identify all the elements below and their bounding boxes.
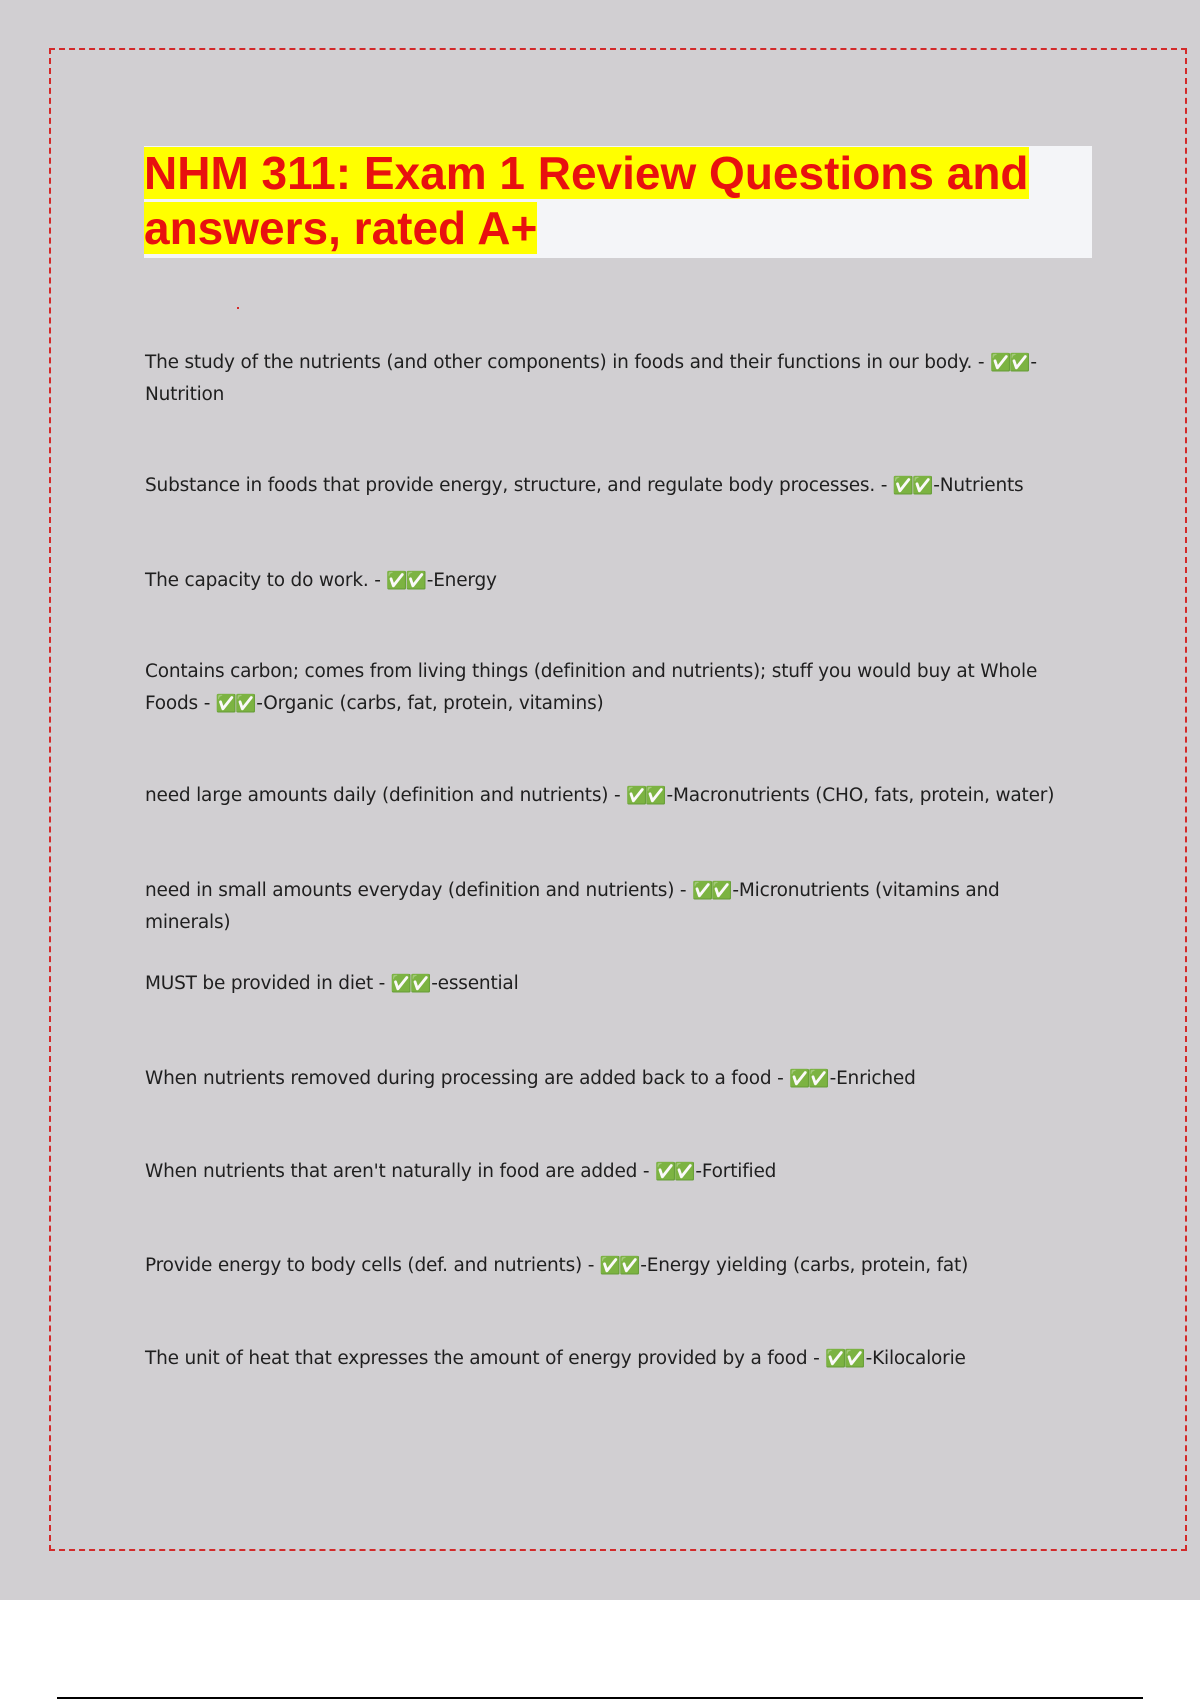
qa-item-3: The capacity to do work. - ✅✅ -Energy	[145, 570, 497, 591]
qa-item-1: The study of the nutrients (and other components) in foods and their functions in our body. - ✅✅ - Nutrition	[145, 352, 1037, 405]
qa-item-9: When nutrients that aren't naturally in food are added - ✅✅ -Fortified	[145, 1161, 777, 1182]
double-checkmark-icon: ✅✅	[692, 881, 731, 901]
answer-text: Nutrition	[145, 384, 225, 405]
answer-text: Fortified	[701, 1161, 777, 1182]
question-text: When nutrients removed during processing are added back to a food	[145, 1068, 772, 1089]
stray-mark	[237, 307, 239, 309]
question-text: The capacity to do work.	[145, 570, 369, 591]
qa-item-4: Contains carbon; comes from living things (definition and nutrients); stuff you would buy at Whole Foods - ✅✅ -Organic (carbs, fat, protein, vitamins)	[145, 661, 1038, 714]
answer-text: Micronutrients (vitamins and minerals)	[145, 880, 1000, 933]
double-checkmark-icon: ✅✅	[215, 694, 255, 714]
qa-item-8: When nutrients removed during processing are added back to a food - ✅✅ -Enriched	[145, 1068, 916, 1089]
question-text: MUST be provided in diet	[145, 973, 373, 994]
title-line-1: NHM 311: Exam 1 Review Questions and	[144, 147, 1029, 199]
next-page-top-rule	[57, 1697, 1143, 1699]
question-text: Substance in foods that provide energy, structure, and regulate body processes.	[145, 475, 876, 496]
double-checkmark-icon: ✅✅	[892, 476, 932, 496]
double-checkmark-icon: ✅✅	[655, 1162, 694, 1182]
double-checkmark-icon: ✅✅	[626, 786, 665, 806]
double-checkmark-icon: ✅✅	[390, 974, 430, 994]
qa-item-2: Substance in foods that provide energy, structure, and regulate body processes. - ✅✅ -Nutrients	[145, 475, 1024, 496]
answer-text: Enriched	[836, 1068, 916, 1089]
double-checkmark-icon: ✅✅	[990, 353, 1029, 373]
answer-text: Energy	[433, 570, 497, 591]
double-checkmark-icon: ✅✅	[825, 1349, 864, 1369]
qa-item-7: MUST be provided in diet - ✅✅ -essential	[145, 973, 519, 994]
question-text: need in small amounts everyday (definition and nutrients)	[145, 880, 675, 901]
double-checkmark-icon: ✅✅	[386, 571, 425, 591]
double-checkmark-icon: ✅✅	[789, 1069, 828, 1089]
answer-text: Organic (carbs, fat, protein, vitamins)	[263, 693, 604, 714]
title-line-2: answers, rated A+	[144, 202, 538, 254]
answer-text: Energy yielding (carbs, protein, fat)	[646, 1255, 969, 1276]
question-text: Provide energy to body cells (def. and nutrients)	[145, 1255, 583, 1276]
qa-item-6: need in small amounts everyday (definition and nutrients) - ✅✅ -Micronutrients (vitamins and minerals)	[145, 880, 1000, 933]
answer-text: Nutrients	[939, 475, 1024, 496]
answer-text: Kilocalorie	[872, 1348, 966, 1369]
answer-text: Macronutrients (CHO, fats, protein, water)	[672, 785, 1055, 806]
qa-item-11: The unit of heat that expresses the amount of energy provided by a food - ✅✅ -Kilocalorie	[145, 1348, 966, 1369]
question-text: The study of the nutrients (and other components) in foods and their functions in our body.	[145, 352, 973, 373]
question-text: When nutrients that aren't naturally in food are added	[145, 1161, 638, 1182]
document-title	[144, 146, 1084, 256]
double-checkmark-icon: ✅✅	[599, 1256, 639, 1276]
answer-text: essential	[437, 973, 519, 994]
qa-item-10: Provide energy to body cells (def. and nutrients) - ✅✅ -Energy yielding (carbs, protein, fat)	[145, 1255, 969, 1276]
question-text: The unit of heat that expresses the amount of energy provided by a food	[145, 1348, 808, 1369]
question-text: Contains carbon; comes from living things (definition and nutrients); stuff you would buy at Whole Foods	[145, 661, 1038, 714]
question-text: need large amounts daily (definition and nutrients)	[145, 785, 609, 806]
qa-item-5: need large amounts daily (definition and nutrients) - ✅✅ -Macronutrients (CHO, fats, protein, water)	[145, 785, 1055, 806]
